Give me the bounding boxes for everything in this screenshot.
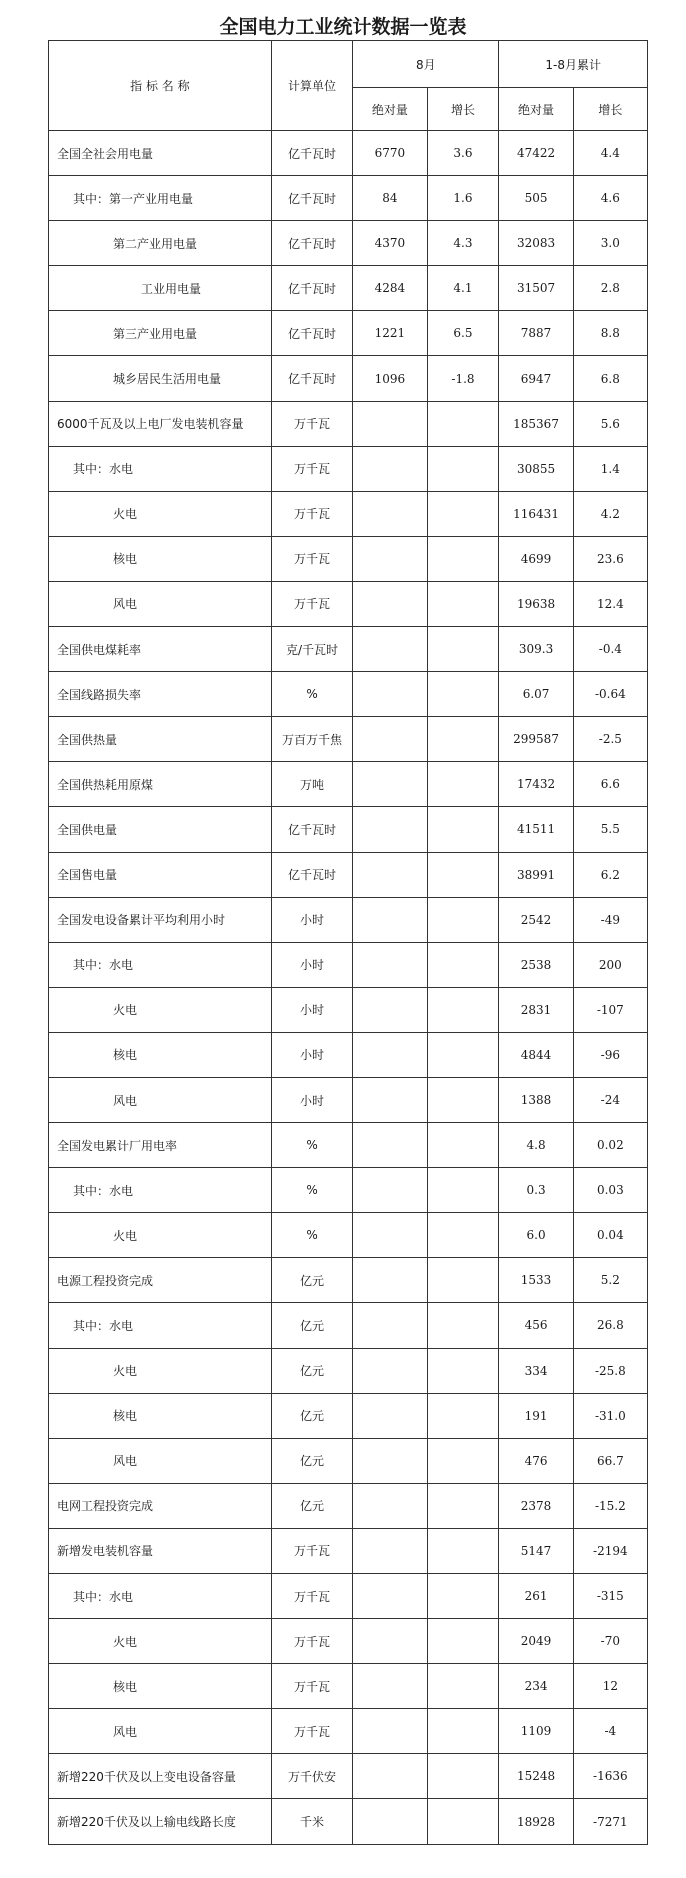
row-name: 其中：第一产业用电量 xyxy=(49,176,272,221)
table-row xyxy=(49,627,648,672)
row-month-absolute xyxy=(353,627,427,672)
row-month-absolute xyxy=(353,987,427,1032)
row-cumulative-absolute: 234 xyxy=(499,1664,573,1709)
row-name: 全国供电量 xyxy=(49,807,272,852)
row-month-absolute xyxy=(353,1754,427,1799)
row-month-growth: -1.8 xyxy=(427,356,499,401)
table-row xyxy=(49,176,648,221)
row-month-absolute xyxy=(353,1032,427,1077)
row-name: 电源工程投资完成 xyxy=(49,1258,272,1303)
row-name: 第三产业用电量 xyxy=(49,311,272,356)
row-unit: 万千瓦 xyxy=(271,1528,352,1573)
row-month-growth xyxy=(427,807,499,852)
row-unit: 小时 xyxy=(271,942,352,987)
row-cumulative-absolute: 15248 xyxy=(499,1754,573,1799)
row-cumulative-absolute: 0.3 xyxy=(499,1168,573,1213)
row-month-absolute: 4284 xyxy=(353,266,427,311)
row-cumulative-absolute: 505 xyxy=(499,176,573,221)
row-cumulative-growth: 6.6 xyxy=(573,762,647,807)
row-month-growth xyxy=(427,1393,499,1438)
header-unit: 计算单位 xyxy=(271,41,352,131)
row-cumulative-absolute: 6947 xyxy=(499,356,573,401)
row-month-absolute xyxy=(353,401,427,446)
table-row xyxy=(49,131,648,176)
row-cumulative-absolute: 456 xyxy=(499,1303,573,1348)
table-row xyxy=(49,1303,648,1348)
row-month-absolute xyxy=(353,807,427,852)
row-cumulative-absolute: 1109 xyxy=(499,1709,573,1754)
table-row xyxy=(49,581,648,626)
table-row xyxy=(49,401,648,446)
row-unit: 千米 xyxy=(271,1799,352,1844)
row-name: 全国线路损失率 xyxy=(49,672,272,717)
row-month-growth xyxy=(427,717,499,762)
row-unit: 万千瓦 xyxy=(271,446,352,491)
row-cumulative-absolute: 17432 xyxy=(499,762,573,807)
row-month-absolute: 1096 xyxy=(353,356,427,401)
row-name: 全国全社会用电量 xyxy=(49,131,272,176)
row-month-absolute xyxy=(353,1574,427,1619)
row-cumulative-absolute: 41511 xyxy=(499,807,573,852)
row-name: 风电 xyxy=(49,581,272,626)
table-row xyxy=(49,1032,648,1077)
row-unit: 万吨 xyxy=(271,762,352,807)
row-unit: 小时 xyxy=(271,1032,352,1077)
row-unit: 万千伏安 xyxy=(271,1754,352,1799)
row-unit: 亿千瓦时 xyxy=(271,266,352,311)
row-unit: 亿千瓦时 xyxy=(271,221,352,266)
row-name: 火电 xyxy=(49,491,272,536)
row-cumulative-absolute: 4699 xyxy=(499,536,573,581)
row-name: 火电 xyxy=(49,1619,272,1664)
row-name: 核电 xyxy=(49,1032,272,1077)
row-name: 新增220千伏及以上变电设备容量 xyxy=(49,1754,272,1799)
row-cumulative-absolute: 185367 xyxy=(499,401,573,446)
row-cumulative-absolute: 4844 xyxy=(499,1032,573,1077)
row-cumulative-growth: -25.8 xyxy=(573,1348,647,1393)
row-month-absolute xyxy=(353,1348,427,1393)
row-month-growth xyxy=(427,1032,499,1077)
table-row xyxy=(49,717,648,762)
row-month-growth: 6.5 xyxy=(427,311,499,356)
row-cumulative-absolute: 6.0 xyxy=(499,1213,573,1258)
row-unit: 万千瓦 xyxy=(271,536,352,581)
page-title: 全国电力工业统计数据一览表 xyxy=(219,16,467,38)
row-unit: 亿千瓦时 xyxy=(271,852,352,897)
row-month-growth xyxy=(427,1438,499,1483)
row-name: 第二产业用电量 xyxy=(49,221,272,266)
row-month-absolute xyxy=(353,672,427,717)
row-cumulative-growth: 5.2 xyxy=(573,1258,647,1303)
row-unit: 万千瓦 xyxy=(271,1619,352,1664)
row-cumulative-absolute: 31507 xyxy=(499,266,573,311)
row-month-growth xyxy=(427,627,499,672)
row-month-growth xyxy=(427,401,499,446)
row-unit: 万百万千焦 xyxy=(271,717,352,762)
row-month-growth xyxy=(427,446,499,491)
row-cumulative-absolute: 2378 xyxy=(499,1483,573,1528)
row-cumulative-growth: -7271 xyxy=(573,1799,647,1844)
row-month-growth xyxy=(427,762,499,807)
row-cumulative-growth: 2.8 xyxy=(573,266,647,311)
row-month-growth xyxy=(427,1303,499,1348)
row-cumulative-growth: -315 xyxy=(573,1574,647,1619)
row-month-absolute xyxy=(353,762,427,807)
row-month-growth xyxy=(427,491,499,536)
row-month-absolute: 84 xyxy=(353,176,427,221)
row-cumulative-growth: 66.7 xyxy=(573,1438,647,1483)
row-month-growth xyxy=(427,1168,499,1213)
row-month-absolute xyxy=(353,1393,427,1438)
row-cumulative-absolute: 191 xyxy=(499,1393,573,1438)
row-month-absolute xyxy=(353,1077,427,1122)
table-row xyxy=(49,266,648,311)
table-row xyxy=(49,1754,648,1799)
row-month-growth xyxy=(427,1528,499,1573)
row-cumulative-growth: 0.02 xyxy=(573,1123,647,1168)
row-month-absolute xyxy=(353,852,427,897)
table-row xyxy=(49,762,648,807)
row-cumulative-absolute: 32083 xyxy=(499,221,573,266)
row-cumulative-growth: -70 xyxy=(573,1619,647,1664)
header-indicator-name: 指 标 名 称 xyxy=(49,41,272,131)
table-row xyxy=(49,1483,648,1528)
row-cumulative-absolute: 1533 xyxy=(499,1258,573,1303)
row-month-growth xyxy=(427,1123,499,1168)
table-row xyxy=(49,1077,648,1122)
row-month-growth xyxy=(427,1213,499,1258)
row-cumulative-growth: 8.8 xyxy=(573,311,647,356)
row-name: 核电 xyxy=(49,536,272,581)
table-row xyxy=(49,987,648,1032)
row-name: 核电 xyxy=(49,1664,272,1709)
row-name: 火电 xyxy=(49,1213,272,1258)
row-month-growth xyxy=(427,1664,499,1709)
row-name: 工业用电量 xyxy=(49,266,272,311)
row-name: 全国发电设备累计平均利用小时 xyxy=(49,897,272,942)
header-cumulative: 1-8月累计 xyxy=(499,41,648,88)
header-cumulative-growth: 增长 xyxy=(573,88,647,131)
row-unit: 万千瓦 xyxy=(271,1574,352,1619)
table-row xyxy=(49,1664,648,1709)
row-month-absolute xyxy=(353,942,427,987)
statistics-table xyxy=(48,40,648,1845)
table-row xyxy=(49,1574,648,1619)
row-unit: 万千瓦 xyxy=(271,1664,352,1709)
row-name: 新增220千伏及以上输电线路长度 xyxy=(49,1799,272,1844)
table-row xyxy=(49,1438,648,1483)
row-cumulative-growth: -1636 xyxy=(573,1754,647,1799)
row-unit: 亿元 xyxy=(271,1303,352,1348)
row-name: 其中：水电 xyxy=(49,942,272,987)
row-month-absolute xyxy=(353,897,427,942)
row-unit: 亿元 xyxy=(271,1348,352,1393)
row-month-absolute xyxy=(353,717,427,762)
row-month-growth xyxy=(427,1258,499,1303)
row-cumulative-growth: -15.2 xyxy=(573,1483,647,1528)
row-cumulative-growth: -49 xyxy=(573,897,647,942)
table-row xyxy=(49,807,648,852)
row-month-absolute: 6770 xyxy=(353,131,427,176)
table-row xyxy=(49,942,648,987)
row-name: 其中：水电 xyxy=(49,1168,272,1213)
row-unit: 克/千瓦时 xyxy=(271,627,352,672)
row-name: 核电 xyxy=(49,1393,272,1438)
row-month-growth: 3.6 xyxy=(427,131,499,176)
row-unit: 万千瓦 xyxy=(271,491,352,536)
row-month-growth xyxy=(427,1709,499,1754)
table-row xyxy=(49,1348,648,1393)
row-month-growth xyxy=(427,1619,499,1664)
row-month-absolute xyxy=(353,1709,427,1754)
header-month: 8月 xyxy=(353,41,499,88)
row-cumulative-growth: -96 xyxy=(573,1032,647,1077)
table-row xyxy=(49,1213,648,1258)
row-unit: 亿千瓦时 xyxy=(271,176,352,221)
row-unit: 亿千瓦时 xyxy=(271,311,352,356)
table-row xyxy=(49,1393,648,1438)
row-unit: 亿千瓦时 xyxy=(271,807,352,852)
table-body xyxy=(49,131,648,1845)
row-cumulative-absolute: 30855 xyxy=(499,446,573,491)
row-unit: 亿千瓦时 xyxy=(271,356,352,401)
header-cumulative-absolute: 绝对量 xyxy=(499,88,573,131)
row-month-absolute xyxy=(353,1528,427,1573)
row-month-absolute xyxy=(353,1483,427,1528)
row-month-growth: 1.6 xyxy=(427,176,499,221)
row-cumulative-absolute: 261 xyxy=(499,1574,573,1619)
table-row xyxy=(49,356,648,401)
table-row xyxy=(49,1619,648,1664)
row-month-absolute xyxy=(353,1123,427,1168)
row-cumulative-absolute: 299587 xyxy=(499,717,573,762)
row-month-growth: 4.3 xyxy=(427,221,499,266)
header-month-absolute: 绝对量 xyxy=(353,88,427,131)
row-month-growth xyxy=(427,897,499,942)
row-month-growth xyxy=(427,852,499,897)
row-cumulative-growth: 1.4 xyxy=(573,446,647,491)
row-month-absolute xyxy=(353,1258,427,1303)
table-row xyxy=(49,221,648,266)
row-month-growth xyxy=(427,581,499,626)
row-cumulative-absolute: 2538 xyxy=(499,942,573,987)
row-cumulative-growth: 6.8 xyxy=(573,356,647,401)
row-cumulative-growth: 5.6 xyxy=(573,401,647,446)
table-row xyxy=(49,1528,648,1573)
row-month-absolute xyxy=(353,1799,427,1844)
row-cumulative-growth: 12 xyxy=(573,1664,647,1709)
row-month-absolute xyxy=(353,1168,427,1213)
row-cumulative-absolute: 309.3 xyxy=(499,627,573,672)
row-month-growth xyxy=(427,1574,499,1619)
row-unit: 亿元 xyxy=(271,1258,352,1303)
row-cumulative-growth: 26.8 xyxy=(573,1303,647,1348)
row-cumulative-growth: 0.04 xyxy=(573,1213,647,1258)
row-cumulative-absolute: 1388 xyxy=(499,1077,573,1122)
row-cumulative-growth: 5.5 xyxy=(573,807,647,852)
row-name: 其中：水电 xyxy=(49,1574,272,1619)
row-month-absolute xyxy=(353,1619,427,1664)
row-unit: 小时 xyxy=(271,897,352,942)
row-name: 火电 xyxy=(49,987,272,1032)
row-cumulative-growth: -2.5 xyxy=(573,717,647,762)
row-name: 6000千瓦及以上电厂发电装机容量 xyxy=(49,401,272,446)
row-unit: % xyxy=(271,1123,352,1168)
row-name: 风电 xyxy=(49,1077,272,1122)
table-row xyxy=(49,897,648,942)
row-month-growth xyxy=(427,536,499,581)
row-month-absolute xyxy=(353,1664,427,1709)
row-cumulative-absolute: 19638 xyxy=(499,581,573,626)
row-cumulative-absolute: 47422 xyxy=(499,131,573,176)
row-cumulative-growth: 23.6 xyxy=(573,536,647,581)
row-unit: 万千瓦 xyxy=(271,581,352,626)
row-cumulative-growth: 12.4 xyxy=(573,581,647,626)
table-row xyxy=(49,311,648,356)
table-row xyxy=(49,1168,648,1213)
row-cumulative-growth: 3.0 xyxy=(573,221,647,266)
row-cumulative-growth: 4.6 xyxy=(573,176,647,221)
row-cumulative-growth: 4.4 xyxy=(573,131,647,176)
row-cumulative-absolute: 6.07 xyxy=(499,672,573,717)
row-name: 风电 xyxy=(49,1709,272,1754)
row-cumulative-growth: 6.2 xyxy=(573,852,647,897)
row-name: 其中：水电 xyxy=(49,1303,272,1348)
row-name: 全国发电累计厂用电率 xyxy=(49,1123,272,1168)
row-month-growth xyxy=(427,987,499,1032)
row-cumulative-absolute: 18928 xyxy=(499,1799,573,1844)
row-name: 火电 xyxy=(49,1348,272,1393)
row-name: 电网工程投资完成 xyxy=(49,1483,272,1528)
table-row xyxy=(49,446,648,491)
row-cumulative-absolute: 334 xyxy=(499,1348,573,1393)
table-row xyxy=(49,1799,648,1844)
table-row xyxy=(49,536,648,581)
row-unit: 亿元 xyxy=(271,1483,352,1528)
row-unit: 亿元 xyxy=(271,1393,352,1438)
row-month-growth xyxy=(427,1077,499,1122)
row-name: 新增发电装机容量 xyxy=(49,1528,272,1573)
row-month-growth xyxy=(427,1799,499,1844)
row-cumulative-growth: 0.03 xyxy=(573,1168,647,1213)
row-cumulative-absolute: 38991 xyxy=(499,852,573,897)
row-name: 风电 xyxy=(49,1438,272,1483)
table-row xyxy=(49,672,648,717)
row-cumulative-growth: -24 xyxy=(573,1077,647,1122)
row-unit: % xyxy=(271,1168,352,1213)
row-cumulative-absolute: 2049 xyxy=(499,1619,573,1664)
row-unit: 小时 xyxy=(271,987,352,1032)
row-name: 全国供热量 xyxy=(49,717,272,762)
row-month-growth xyxy=(427,1348,499,1393)
row-unit: 小时 xyxy=(271,1077,352,1122)
row-month-growth xyxy=(427,672,499,717)
table-row xyxy=(49,491,648,536)
row-cumulative-growth: -107 xyxy=(573,987,647,1032)
row-month-absolute xyxy=(353,446,427,491)
row-month-absolute xyxy=(353,1213,427,1258)
header-month-growth: 增长 xyxy=(427,88,499,131)
row-cumulative-absolute: 116431 xyxy=(499,491,573,536)
row-cumulative-absolute: 7887 xyxy=(499,311,573,356)
row-unit: % xyxy=(271,672,352,717)
row-cumulative-growth: -4 xyxy=(573,1709,647,1754)
row-name: 全国供热耗用原煤 xyxy=(49,762,272,807)
row-month-absolute xyxy=(353,1303,427,1348)
row-month-absolute xyxy=(353,491,427,536)
table-row xyxy=(49,1709,648,1754)
table-row xyxy=(49,852,648,897)
row-name: 其中：水电 xyxy=(49,446,272,491)
row-month-absolute xyxy=(353,1438,427,1483)
row-name: 全国售电量 xyxy=(49,852,272,897)
row-month-absolute xyxy=(353,581,427,626)
row-month-growth xyxy=(427,1754,499,1799)
row-cumulative-growth: 200 xyxy=(573,942,647,987)
row-cumulative-growth: -2194 xyxy=(573,1528,647,1573)
row-unit: 亿元 xyxy=(271,1438,352,1483)
row-cumulative-growth: -0.4 xyxy=(573,627,647,672)
row-cumulative-growth: 4.2 xyxy=(573,491,647,536)
row-cumulative-absolute: 4.8 xyxy=(499,1123,573,1168)
row-unit: 亿千瓦时 xyxy=(271,131,352,176)
row-name: 全国供电煤耗率 xyxy=(49,627,272,672)
row-unit: 万千瓦 xyxy=(271,1709,352,1754)
table-row xyxy=(49,1258,648,1303)
row-month-growth xyxy=(427,1483,499,1528)
row-month-absolute xyxy=(353,536,427,581)
row-cumulative-absolute: 5147 xyxy=(499,1528,573,1573)
table-row xyxy=(49,1123,648,1168)
row-month-absolute: 1221 xyxy=(353,311,427,356)
row-cumulative-growth: -0.64 xyxy=(573,672,647,717)
row-month-absolute: 4370 xyxy=(353,221,427,266)
row-name: 城乡居民生活用电量 xyxy=(49,356,272,401)
row-cumulative-growth: -31.0 xyxy=(573,1393,647,1438)
row-unit: % xyxy=(271,1213,352,1258)
row-unit: 万千瓦 xyxy=(271,401,352,446)
row-cumulative-absolute: 2831 xyxy=(499,987,573,1032)
row-month-growth xyxy=(427,942,499,987)
row-cumulative-absolute: 476 xyxy=(499,1438,573,1483)
row-month-growth: 4.1 xyxy=(427,266,499,311)
row-cumulative-absolute: 2542 xyxy=(499,897,573,942)
